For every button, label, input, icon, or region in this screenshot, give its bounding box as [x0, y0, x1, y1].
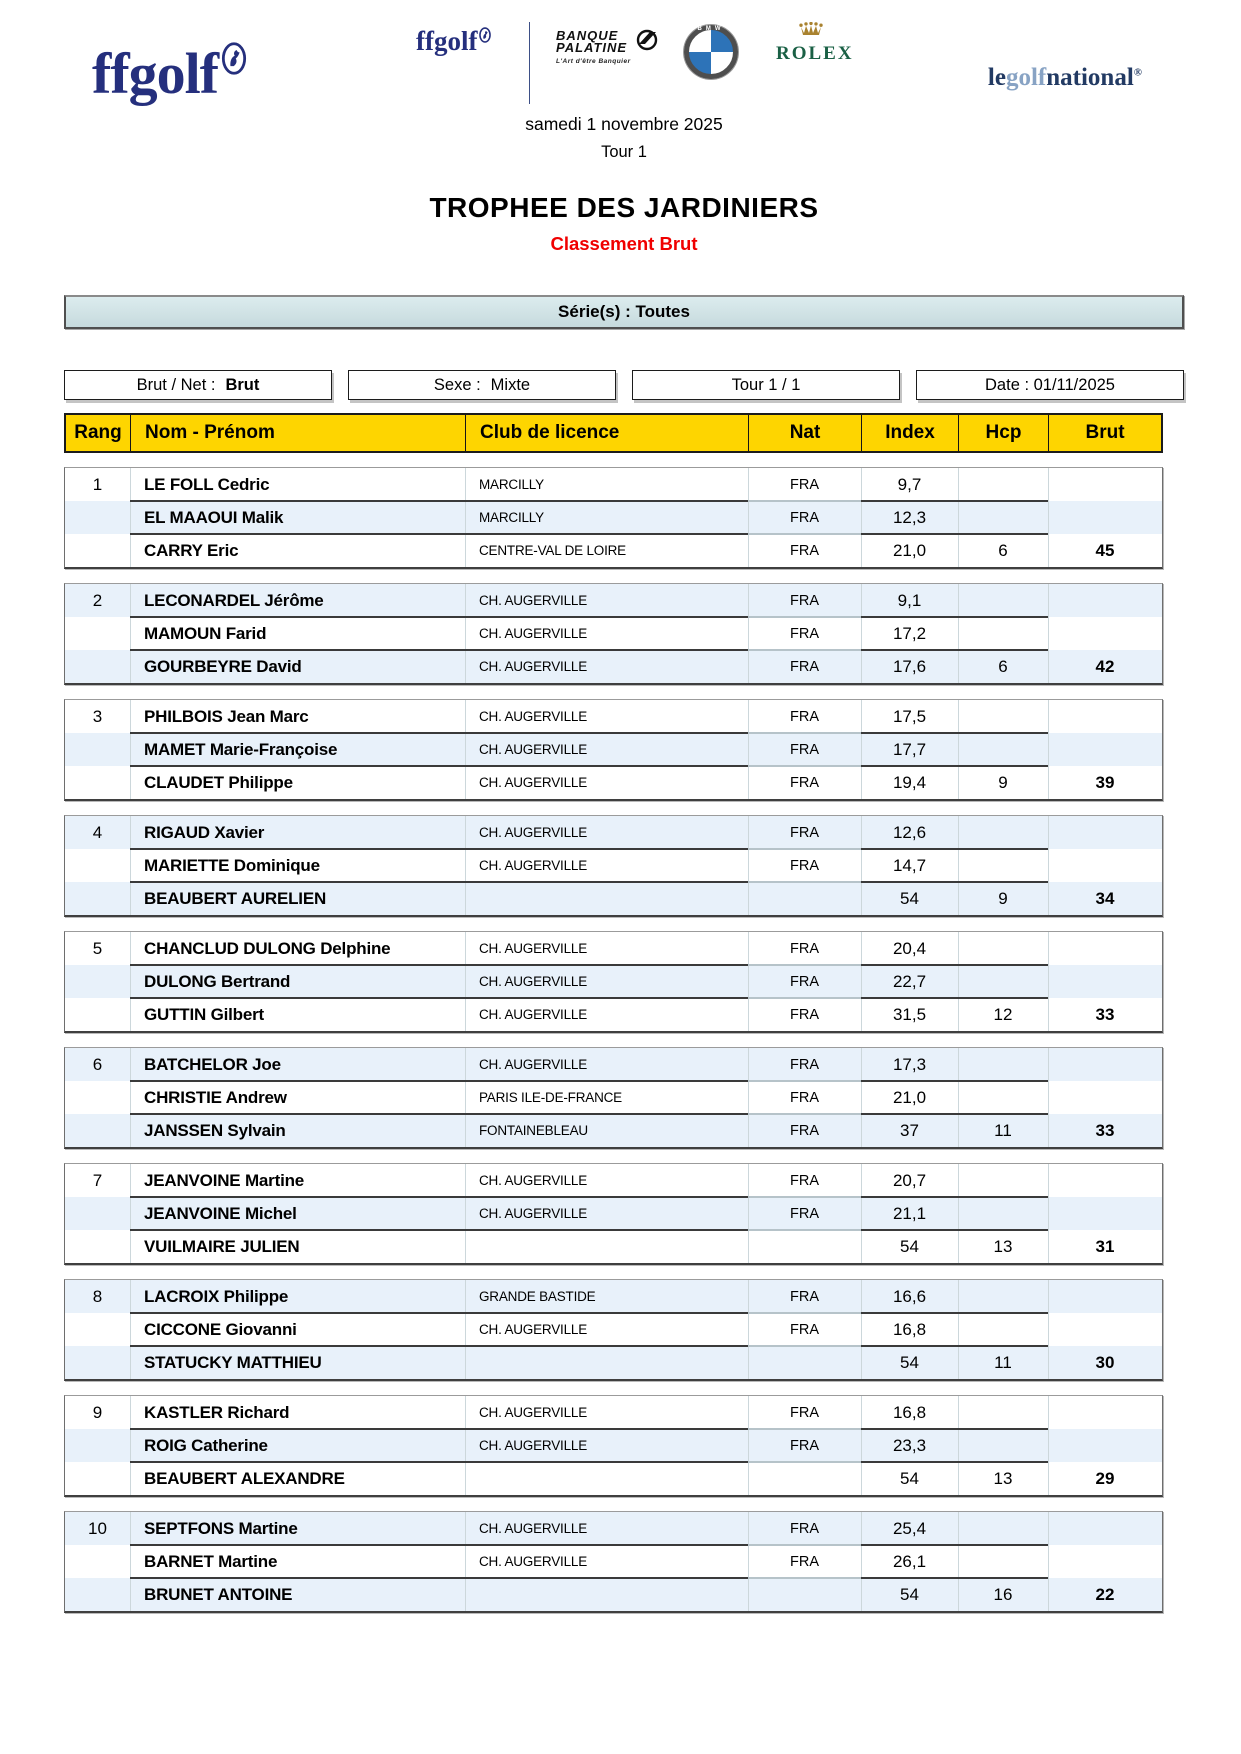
- cell-name: PHILBOIS Jean Marc: [144, 706, 309, 726]
- cell-name: GOURBEYRE David: [144, 656, 302, 676]
- nat-underline: [748, 881, 861, 883]
- cell-name: CICCONE Giovanni: [144, 1319, 297, 1339]
- table-header-row: [64, 413, 1163, 453]
- nat-underline: [748, 964, 861, 966]
- cell-name: CHANCLUD DULONG Delphine: [144, 938, 391, 958]
- table-row: [65, 584, 1162, 617]
- cell-club: CH. AUGERVILLE: [479, 709, 587, 724]
- banque-palatine-logo: [556, 30, 659, 68]
- cell-brut: 39: [1095, 772, 1115, 792]
- filter-box-3: [916, 370, 1184, 400]
- cell-nat: FRA: [790, 592, 819, 609]
- cell-name: BEAUBERT AURELIEN: [144, 888, 327, 908]
- cell-index: 54: [900, 888, 919, 908]
- nat-underline: [748, 765, 861, 767]
- cell-nat: FRA: [790, 1437, 819, 1454]
- cell-brut: 34: [1095, 888, 1115, 908]
- cell-nat: FRA: [790, 1089, 819, 1106]
- nat-underline: [748, 1345, 861, 1347]
- nat-underline: [748, 848, 861, 850]
- registered-mark: ®: [1133, 66, 1142, 79]
- cell-rank: 10: [88, 1518, 107, 1538]
- bmw-letters: BMW: [697, 26, 725, 32]
- filter-label: Date : 01/11/2025: [985, 375, 1115, 394]
- cell-name: CHRISTIE Andrew: [144, 1087, 287, 1107]
- cell-club: CH. AUGERVILLE: [479, 941, 587, 956]
- cell-index: 19,4: [892, 772, 927, 792]
- table-row: [65, 733, 1162, 766]
- page-title: TROPHEE DES JARDINIERS: [429, 192, 819, 223]
- col-header-rang: Rang: [66, 415, 131, 451]
- filter-label: Sexe :: [433, 375, 481, 394]
- cell-index: 26,1: [892, 1551, 927, 1571]
- cell-club: GRANDE BASTIDE: [479, 1289, 596, 1304]
- table-row: [65, 849, 1162, 882]
- cell-index: 21,0: [892, 1087, 927, 1107]
- cell-nat: FRA: [790, 1205, 819, 1222]
- nat-underline: [748, 1544, 861, 1546]
- cell-nat: FRA: [790, 1006, 819, 1023]
- cell-index: 17,5: [892, 706, 927, 726]
- filter-value: Mixte: [490, 375, 531, 394]
- cell-club: CH. AUGERVILLE: [479, 659, 587, 674]
- cell-nat: FRA: [790, 857, 819, 874]
- table-row: [65, 1081, 1162, 1114]
- cell-index: 17,6: [892, 656, 927, 676]
- nat-underline: [748, 1312, 861, 1314]
- cell-nat: FRA: [790, 741, 819, 758]
- rank-group-1: [64, 467, 1163, 569]
- table-row: [65, 1396, 1162, 1429]
- cell-index: 22,7: [892, 971, 927, 991]
- table-row: [65, 766, 1162, 799]
- table-row: [65, 1578, 1162, 1611]
- nat-underline: [748, 1080, 861, 1082]
- cell-name: JEANVOINE Martine: [144, 1170, 305, 1190]
- cell-nat: FRA: [790, 542, 819, 559]
- banque-palatine-swoosh-icon: [635, 28, 659, 52]
- cell-name: LECONARDEL Jérôme: [144, 590, 324, 610]
- cell-club: CH. AUGERVILLE: [479, 775, 587, 790]
- table-row: [65, 501, 1162, 534]
- banque-palatine-tagline: L'Art d'être Banquier: [556, 58, 631, 65]
- cell-club: CH. AUGERVILLE: [479, 1173, 587, 1188]
- cell-hcp: 11: [994, 1120, 1012, 1140]
- table-row: [65, 1512, 1162, 1545]
- filter-value: Brut: [225, 375, 260, 394]
- cell-hcp: 6: [998, 656, 1008, 676]
- rooster-emblem-small-icon: [479, 27, 491, 43]
- table-row: [65, 650, 1162, 683]
- table-row: [65, 617, 1162, 650]
- cell-index: 54: [900, 1584, 919, 1604]
- rooster-emblem-icon: [221, 42, 247, 75]
- cell-nat: FRA: [790, 940, 819, 957]
- banque-palatine-line2: PALATINE: [556, 40, 628, 55]
- rolex-name: ROLEX: [776, 43, 854, 64]
- cell-name: JEANVOINE Michel: [144, 1203, 297, 1223]
- cell-brut: 33: [1095, 1120, 1115, 1140]
- col-header-club: Club de licence: [466, 415, 749, 451]
- cell-club: CH. AUGERVILLE: [479, 1206, 587, 1221]
- cell-index: 23,3: [892, 1435, 927, 1455]
- legolfnational-le: le: [987, 64, 1006, 91]
- nat-underline: [748, 1461, 861, 1463]
- nat-underline: [748, 500, 861, 502]
- cell-name: MAMOUN Farid: [144, 623, 267, 643]
- cell-club: CH. AUGERVILLE: [479, 1521, 587, 1536]
- cell-index: 12,6: [892, 822, 927, 842]
- cell-nat: FRA: [790, 1172, 819, 1189]
- cell-nat: FRA: [790, 774, 819, 791]
- cell-club: CH. AUGERVILLE: [479, 593, 587, 608]
- cell-rank: 1: [92, 474, 103, 494]
- nat-underline: [748, 732, 861, 734]
- ffgolf-logo-small: [416, 26, 491, 57]
- cell-name: BRUNET ANTOINE: [144, 1584, 293, 1604]
- cell-name: ROIG Catherine: [144, 1435, 268, 1455]
- nat-underline: [748, 1196, 861, 1198]
- cell-index: 12,3: [892, 507, 927, 527]
- cell-nat: FRA: [790, 476, 819, 493]
- cell-name: EL MAAOUI Malik: [144, 507, 284, 527]
- cell-index: 14,7: [892, 855, 927, 875]
- legolfnational-logo: [988, 64, 1142, 92]
- rank-group-9: [64, 1395, 1163, 1497]
- nat-underline: [748, 1113, 861, 1115]
- classement-subtitle: Classement Brut: [550, 233, 698, 254]
- filter-label: Tour 1 / 1: [731, 375, 801, 394]
- col-header-hcp: Hcp: [959, 415, 1049, 451]
- table-row: [65, 1164, 1162, 1197]
- cell-hcp: 11: [994, 1352, 1012, 1372]
- nat-underline: [748, 1428, 861, 1430]
- cell-nat: FRA: [790, 1404, 819, 1421]
- table-row: [65, 932, 1162, 965]
- cell-name: DULONG Bertrand: [144, 971, 291, 991]
- cell-nat: FRA: [790, 1553, 819, 1570]
- cell-index: 54: [900, 1352, 919, 1372]
- table-row: [65, 1346, 1162, 1379]
- ffgolf-logo: [92, 40, 247, 107]
- table-row: [65, 1545, 1162, 1578]
- cell-index: 16,6: [892, 1286, 927, 1306]
- cell-club: CH. AUGERVILLE: [479, 1057, 587, 1072]
- cell-hcp: 9: [998, 888, 1008, 908]
- cell-club: CH. AUGERVILLE: [479, 1405, 587, 1420]
- cell-nat: FRA: [790, 1122, 819, 1139]
- col-header-brut: Brut: [1085, 422, 1125, 443]
- cell-nat: FRA: [790, 824, 819, 841]
- cell-index: 17,3: [892, 1054, 927, 1074]
- cell-name: BARNET Martine: [144, 1551, 278, 1571]
- tour-line: Tour 1: [601, 143, 647, 161]
- cell-club: MARCILLY: [479, 510, 544, 525]
- cell-index: 9,7: [897, 474, 922, 494]
- cell-club: CH. AUGERVILLE: [479, 1007, 587, 1022]
- cell-index: 21,0: [892, 540, 927, 560]
- cell-club: CH. AUGERVILLE: [479, 1554, 587, 1569]
- table-row: [65, 998, 1162, 1031]
- cell-name: CLAUDET Philippe: [144, 772, 293, 792]
- cell-rank: 9: [92, 1402, 103, 1422]
- cell-rank: 5: [92, 938, 103, 958]
- cell-index: 37: [900, 1120, 919, 1140]
- table-row: [65, 965, 1162, 998]
- cell-club: CH. AUGERVILLE: [479, 974, 587, 989]
- cell-name: JANSSEN Sylvain: [144, 1120, 286, 1140]
- cell-brut: 42: [1095, 656, 1115, 676]
- nat-underline: [748, 997, 861, 999]
- cell-name: SEPTFONS Martine: [144, 1518, 298, 1538]
- table-row: [65, 700, 1162, 733]
- nat-underline: [748, 533, 861, 535]
- page-header: [64, 0, 1184, 112]
- cell-brut: 45: [1095, 540, 1115, 560]
- cell-club: CH. AUGERVILLE: [479, 1322, 587, 1337]
- table-row: [65, 1114, 1162, 1147]
- cell-club: CH. AUGERVILLE: [479, 1438, 587, 1453]
- table-row: [65, 1230, 1162, 1263]
- cell-hcp: 13: [993, 1468, 1013, 1488]
- nat-underline: [748, 649, 861, 651]
- ffgolf-logo-text: ffgolf: [92, 41, 219, 106]
- table-row: [65, 1313, 1162, 1346]
- cell-nat: FRA: [790, 658, 819, 675]
- cell-rank: 7: [92, 1170, 103, 1190]
- rolex-logo: [776, 22, 854, 65]
- cell-index: 20,7: [892, 1170, 927, 1190]
- rank-group-3: [64, 699, 1163, 801]
- nat-underline: [748, 616, 861, 618]
- table-row: [65, 882, 1162, 915]
- col-header-index: Index: [862, 415, 959, 451]
- cell-rank: 2: [92, 590, 103, 610]
- bmw-logo: [684, 25, 738, 79]
- cell-club: CH. AUGERVILLE: [479, 825, 587, 840]
- nat-underline: [748, 1229, 861, 1231]
- cell-club: CH. AUGERVILLE: [479, 858, 587, 873]
- cell-nat: FRA: [790, 509, 819, 526]
- cell-nat: FRA: [790, 1056, 819, 1073]
- cell-index: 16,8: [892, 1319, 927, 1339]
- cell-rank: 8: [92, 1286, 103, 1306]
- rank-group-7: [64, 1163, 1163, 1265]
- cell-nat: FRA: [790, 708, 819, 725]
- header-divider: [529, 22, 530, 104]
- cell-index: 17,7: [892, 739, 927, 759]
- legolfnational-national: national: [1046, 64, 1134, 91]
- cell-nat: FRA: [790, 1520, 819, 1537]
- rank-group-6: [64, 1047, 1163, 1149]
- cell-brut: 29: [1095, 1468, 1115, 1488]
- cell-hcp: 13: [993, 1236, 1013, 1256]
- table-row: [65, 1280, 1162, 1313]
- cell-index: 17,2: [892, 623, 927, 643]
- cell-club: CENTRE-VAL DE LOIRE: [479, 543, 626, 558]
- cell-name: LACROIX Philippe: [144, 1286, 289, 1306]
- filter-box-1: [348, 370, 616, 400]
- cell-name: BEAUBERT ALEXANDRE: [144, 1468, 345, 1488]
- filter-label: Brut / Net :: [136, 375, 216, 394]
- cell-name: MARIETTE Dominique: [144, 855, 320, 875]
- table-row: [65, 1197, 1162, 1230]
- legolfnational-golf: golf: [1005, 64, 1047, 91]
- cell-name: GUTTIN Gilbert: [144, 1004, 264, 1024]
- rank-group-10: [64, 1511, 1163, 1613]
- series-bar: Série(s) : Toutes: [64, 295, 1184, 329]
- cell-club: CH. AUGERVILLE: [479, 626, 587, 641]
- cell-brut: 31: [1095, 1236, 1115, 1256]
- filter-box-0: [64, 370, 332, 400]
- table-row: [65, 1429, 1162, 1462]
- cell-index: 21,1: [892, 1203, 927, 1223]
- cell-rank: 3: [92, 706, 103, 726]
- cell-hcp: 12: [993, 1004, 1013, 1024]
- cell-club: MARCILLY: [479, 477, 544, 492]
- banque-palatine-line1: BANQUE: [556, 28, 619, 43]
- filter-box-2: [632, 370, 900, 400]
- cell-index: 20,4: [892, 938, 927, 958]
- cell-hcp: 6: [998, 540, 1008, 560]
- table-row: [65, 534, 1162, 567]
- table-row: [65, 468, 1162, 501]
- rank-group-5: [64, 931, 1163, 1033]
- cell-index: 54: [900, 1236, 919, 1256]
- cell-name: MAMET Marie-Françoise: [144, 739, 338, 759]
- cell-hcp: 9: [998, 772, 1008, 792]
- cell-brut: 22: [1095, 1584, 1115, 1604]
- results-table: [64, 413, 1163, 1613]
- cell-rank: 4: [92, 822, 103, 842]
- cell-index: 54: [900, 1468, 919, 1488]
- ffgolf-small-text: ffgolf: [416, 26, 478, 56]
- cell-name: LE FOLL Cedric: [144, 474, 270, 494]
- nat-underline: [748, 1577, 861, 1579]
- date-line: samedi 1 novembre 2025: [525, 114, 723, 134]
- cell-index: 16,8: [892, 1402, 927, 1422]
- cell-club: FONTAINEBLEAU: [479, 1123, 588, 1138]
- rank-group-4: [64, 815, 1163, 917]
- col-header-nom-prenom: Nom - Prénom: [131, 415, 466, 451]
- table-row: [65, 1048, 1162, 1081]
- cell-brut: 33: [1095, 1004, 1115, 1024]
- cell-name: CARRY Eric: [144, 540, 239, 560]
- cell-hcp: 16: [993, 1584, 1013, 1604]
- rolex-crown-icon: [798, 22, 824, 37]
- cell-name: RIGAUD Xavier: [144, 822, 265, 842]
- filters-row: [64, 370, 1184, 400]
- table-row: [65, 1462, 1162, 1495]
- cell-name: STATUCKY MATTHIEU: [144, 1352, 322, 1372]
- cell-name: VUILMAIRE JULIEN: [144, 1236, 300, 1256]
- cell-index: 25,4: [892, 1518, 927, 1538]
- cell-name: KASTLER Richard: [144, 1402, 290, 1422]
- col-header-nat: Nat: [749, 415, 862, 451]
- cell-brut: 30: [1095, 1352, 1115, 1372]
- cell-nat: FRA: [790, 973, 819, 990]
- cell-index: 9,1: [897, 590, 922, 610]
- cell-nat: FRA: [790, 1288, 819, 1305]
- cell-nat: FRA: [790, 625, 819, 642]
- cell-rank: 6: [92, 1054, 103, 1074]
- cell-club: PARIS ILE-DE-FRANCE: [479, 1090, 622, 1105]
- cell-index: 31,5: [892, 1004, 927, 1024]
- cell-club: CH. AUGERVILLE: [479, 742, 587, 757]
- rank-group-8: [64, 1279, 1163, 1381]
- rank-group-2: [64, 583, 1163, 685]
- cell-name: BATCHELOR Joe: [144, 1054, 281, 1074]
- cell-nat: FRA: [790, 1321, 819, 1338]
- table-row: [65, 816, 1162, 849]
